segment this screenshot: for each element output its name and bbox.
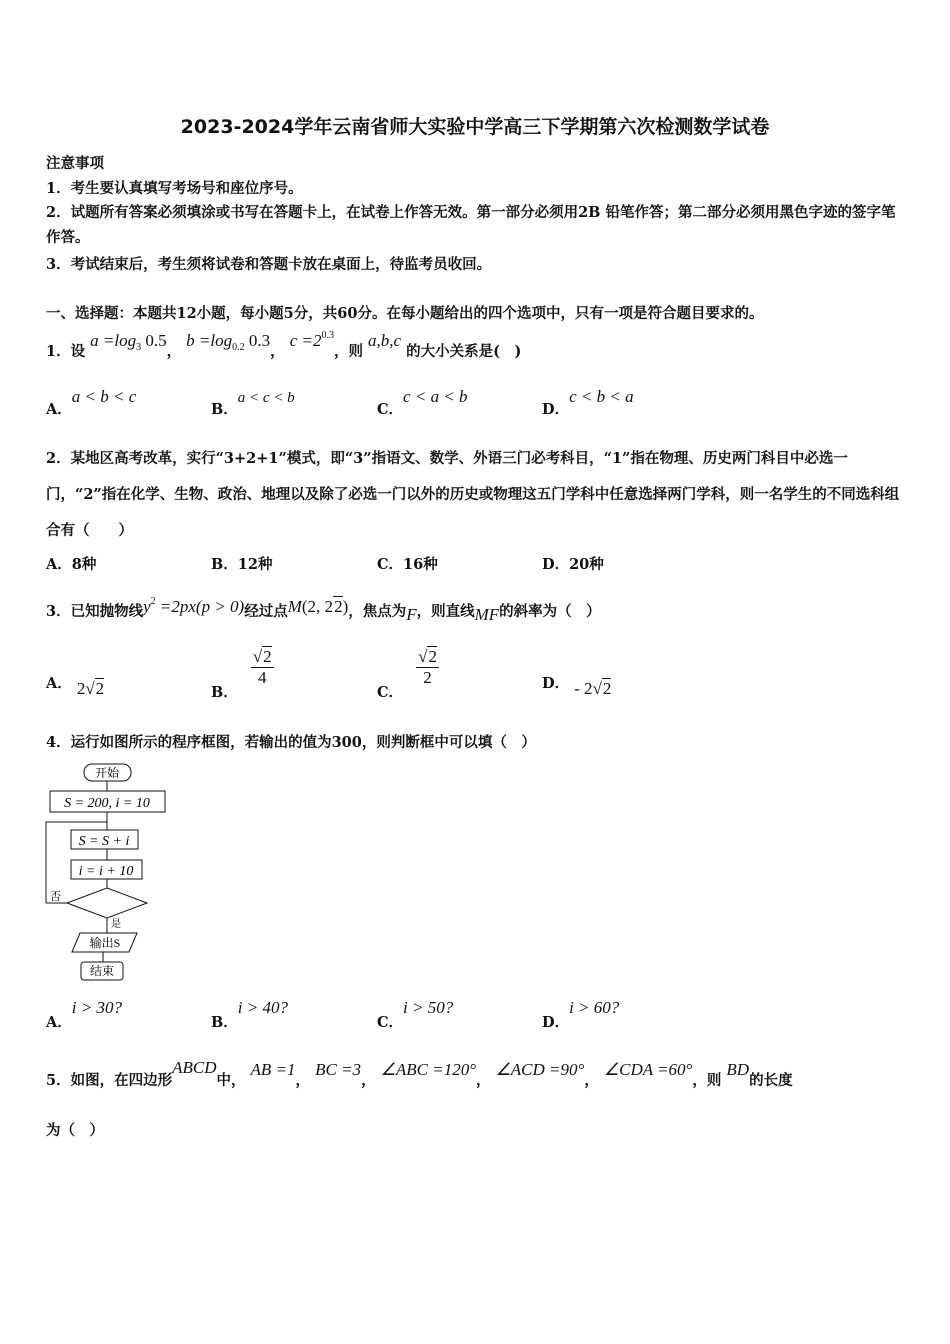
q2-option-c[interactable]: C．16种: [377, 556, 438, 573]
q2-stem: 2．某地区高考改革，实行“3+2+1”模式，即“3”指语文、数学、外语三门必考科目，“1”指在物理、历史两门科目中必选一门，“2”指在化学、生物、政治、地理以及除了必选一门以外的历史或物理这五门学科中任意选择两门学科，则一名学生的不同选科组合有（ ）: [46, 450, 900, 539]
notice-item-2: 2．试题所有答案必须填涂或书写在答题卡上，在试卷上作答无效。第一部分必须用2B 铅笔作答；第二部分必须用黑色字迹的签字笔作答。: [46, 204, 896, 246]
q1-option-c[interactable]: C．c < a < b: [377, 387, 468, 418]
exam-title: 2023-2024学年云南省师大实验中学高三下学期第六次检测数学试卷: [180, 116, 770, 138]
flow-no-label: 否: [50, 891, 61, 903]
q1-vars: a,b,c: [368, 331, 402, 350]
flow-step2-label: i = i + 10: [78, 864, 134, 879]
q1-option-a[interactable]: A．a < b < c: [46, 387, 137, 418]
q5-stem: 5．如图，在四边形ABCD中， AB =1， BC =3， ∠ABC =120°， ∠ACD =90°， ∠CDA =60°，则 BD的长度: [46, 1058, 793, 1089]
flow-start-label: 开始: [94, 766, 120, 780]
q4-option-d[interactable]: D．i > 60?: [542, 998, 620, 1031]
q4-option-a[interactable]: A．i > 30?: [46, 998, 122, 1031]
q1-b-formula: $b =\log_{0.2}$ 0.3: [186, 331, 271, 353]
flow-yes-label: 是: [111, 919, 121, 930]
q5-bd: BD: [726, 1060, 750, 1079]
q5-ab: AB =1: [250, 1060, 296, 1079]
q2-option-a[interactable]: A．8种: [46, 556, 97, 573]
notice-heading: 注意事项: [46, 155, 104, 172]
q3-point: M(2, 22): [287, 597, 349, 616]
q3-line: MF: [474, 605, 500, 624]
q3-option-d[interactable]: D． - 2√2: [542, 675, 612, 698]
flow-output-label: 输出S: [89, 936, 121, 950]
q4-option-c[interactable]: C．i > 50?: [377, 998, 454, 1031]
q5-abc: ∠ABC =120°: [380, 1060, 476, 1079]
q2-option-b[interactable]: B．12种: [211, 556, 273, 573]
notice-item-3: 3．考试结束后，考生须将试卷和答题卡放在桌面上，待监考员收回。: [46, 256, 492, 273]
q3-stem: 3．已知抛物线$y^2 =2px(p > 0)$经过点M(2, 22)，焦点为F，则直线MF的斜率为（ ）: [46, 596, 601, 624]
q5-quad: ABCD: [172, 1058, 217, 1077]
flow-init-label: S = 200, i = 10: [64, 796, 150, 811]
flow-decision-box: [67, 888, 147, 918]
q1-a-formula: $a =\log_3$ 0.5: [90, 331, 167, 353]
q2-option-d[interactable]: D．20种: [542, 556, 604, 573]
q3-option-c[interactable]: C． $\frac{√2}{2}$: [377, 647, 437, 701]
q1-stem: 1．设 $a =\log_3$ 0.5， $b =\log_{0.2}$ 0.3， $c =2^{0.3}$，则 a,b,c 的大小关系是( ): [46, 330, 522, 360]
q3-parabola-eq: $y^2 =2px(p > 0)$: [143, 596, 245, 616]
q5-line2: 为（ ）: [46, 1122, 104, 1139]
q4-option-b[interactable]: B．i > 40?: [211, 998, 288, 1031]
flow-step1-label: S = S + i: [78, 834, 130, 849]
q1-option-b[interactable]: B．a < c < b: [211, 390, 295, 418]
q1-option-d[interactable]: D．c < b < a: [542, 387, 634, 418]
section-heading: 一、选择题：本题共12小题，每小题5分，共60分。在每小题给出的四个选项中，只有一项是符合题目要求的。: [46, 305, 764, 322]
q1-number: 1．设: [46, 343, 86, 360]
q3-option-b[interactable]: B． $\frac{√2}{4}$: [211, 647, 272, 701]
flowchart: [40, 760, 180, 985]
notice-item-1: 1．考生要认真填写考场号和座位序号。: [46, 180, 303, 197]
q3-option-a[interactable]: A． 2√2: [46, 675, 105, 698]
q1-c-formula: $c =2^{0.3}$: [289, 330, 334, 350]
q3-focus: F: [406, 605, 417, 624]
q1-tail: 的大小关系是( ): [406, 343, 522, 360]
q4-stem: 4．运行如图所示的程序框图，若输出的值为300，则判断框中可以填（ ）: [46, 734, 536, 751]
q5-bc: BC =3: [315, 1060, 362, 1079]
q5-acd: ∠ACD =90°: [495, 1060, 585, 1079]
flow-end-label: 结束: [89, 964, 115, 978]
q5-cda: ∠CDA =60°: [603, 1060, 693, 1079]
